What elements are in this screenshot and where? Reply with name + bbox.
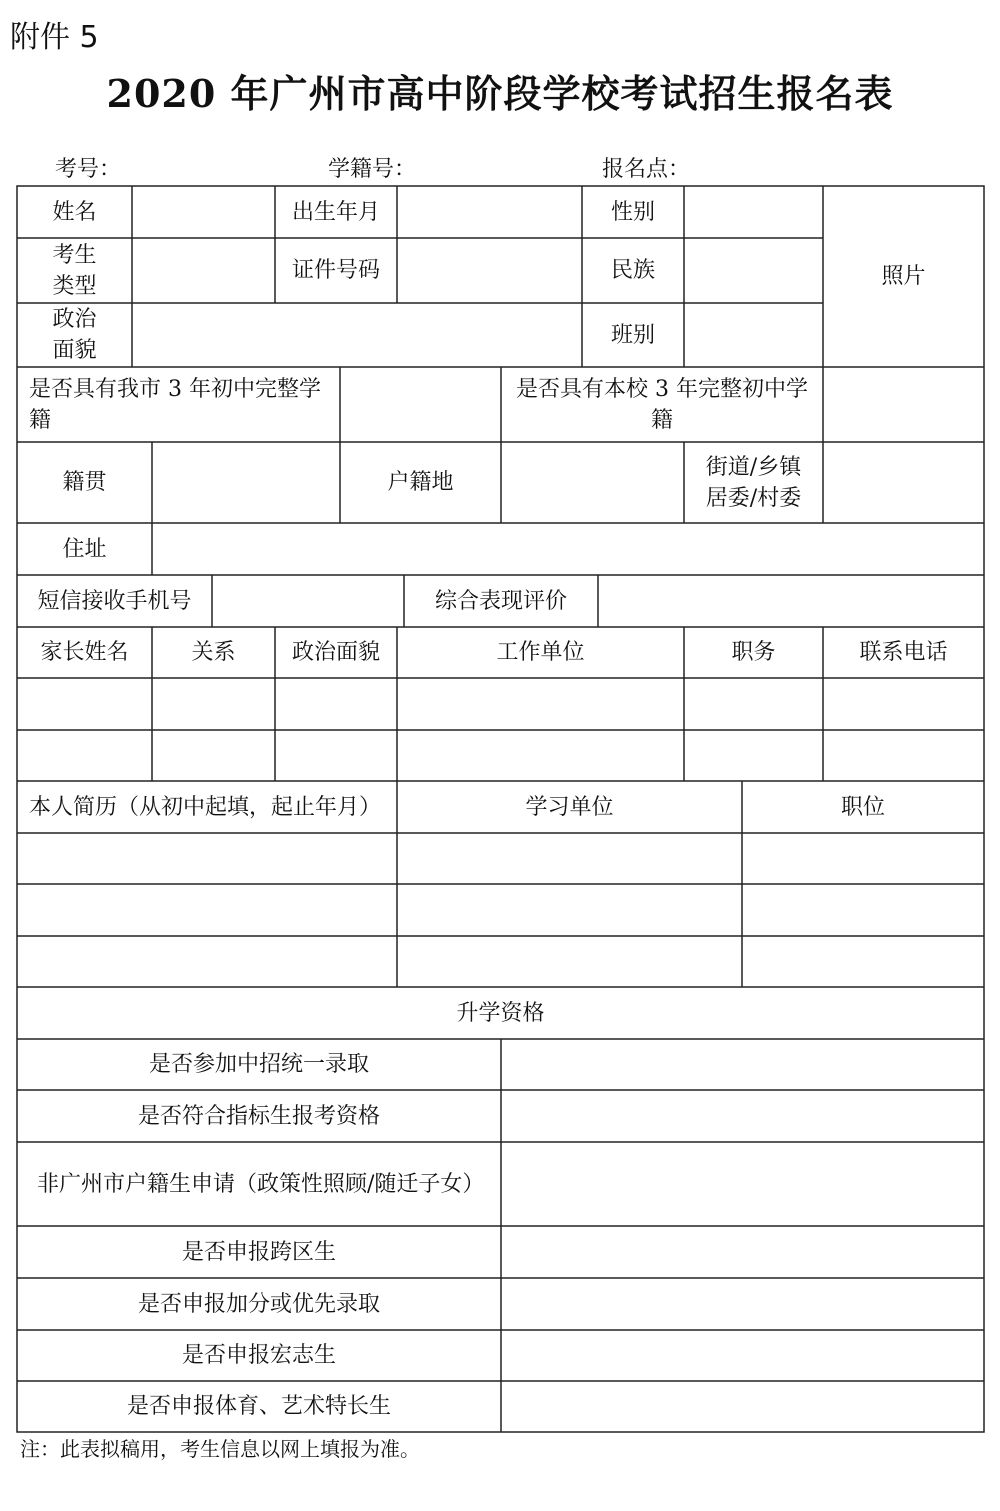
parent-political-header: 政治面貌 <box>291 640 380 665</box>
photo-label: 照片 <box>881 264 926 289</box>
political-status-label: 政治面貌 <box>52 307 97 363</box>
evaluation-label: 综合表现评价 <box>434 588 567 614</box>
qualification-item: 是否申报加分或优先录取 <box>137 1291 380 1317</box>
qualification-item: 是否参加中招统一录取 <box>148 1052 369 1077</box>
qualification-title: 升学资格 <box>456 1000 545 1026</box>
gender-label: 性别 <box>610 199 655 225</box>
registration-point-label: 报名点： <box>602 157 691 182</box>
birth-label: 出生年月 <box>291 199 380 225</box>
street-committee-label: 街道/乡镇居委/村委 <box>705 454 802 511</box>
qualification-item: 是否符合指标生报考资格 <box>137 1103 380 1129</box>
class-label: 班别 <box>610 322 655 348</box>
qualification-item: 是否申报宏志生 <box>181 1343 336 1368</box>
parent-relation-header: 关系 <box>191 640 236 665</box>
footer-note: 注：此表拟稿用，考生信息以网上填报为准。 <box>20 1437 420 1461</box>
parent-workplace-header: 工作单位 <box>496 640 585 665</box>
native-place-label: 籍贯 <box>62 470 107 495</box>
attachment-label: 附件 5 <box>10 20 99 55</box>
name-label: 姓名 <box>52 199 97 225</box>
school-registration-label: 是否具有本校 3 年完整初中学籍 <box>516 376 808 433</box>
candidate-type-label: 考生类型 <box>52 242 97 299</box>
student-number-label: 学籍号： <box>328 157 417 182</box>
address-label: 住址 <box>62 536 107 562</box>
resume-position-header: 职位 <box>840 794 885 820</box>
parent-name-header: 家长姓名 <box>40 640 129 665</box>
form-title: 2020 年广州市高中阶段学校考试招生报名表 <box>106 71 894 116</box>
household-place-label: 户籍地 <box>387 470 454 495</box>
resume-header: 本人简历（从初中起填，起止年月） <box>29 794 382 820</box>
parent-phone-header: 联系电话 <box>859 640 948 665</box>
city-registration-label: 是否具有我市 3 年初中完整学籍 <box>29 376 321 433</box>
id-number-label: 证件号码 <box>291 258 380 283</box>
study-unit-header: 学习单位 <box>525 794 614 820</box>
qualification-item: 是否申报跨区生 <box>181 1239 336 1265</box>
qualification-item: 是否申报体育、艺术特长生 <box>126 1394 391 1419</box>
parent-position-header: 职务 <box>731 640 776 665</box>
ethnicity-label: 民族 <box>610 258 655 283</box>
sms-phone-label: 短信接收手机号 <box>37 588 192 614</box>
qualification-item: 非广州市户籍生申请（政策性照顾/随迁子女） <box>37 1171 485 1197</box>
exam-number-label: 考号： <box>55 157 122 182</box>
